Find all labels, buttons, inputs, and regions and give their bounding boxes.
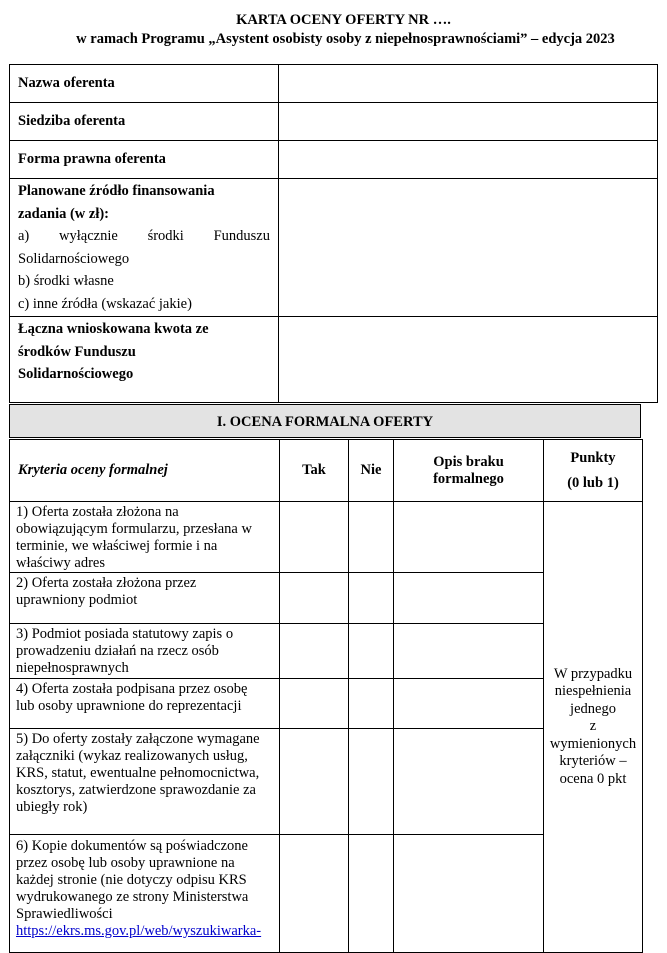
header-kryteria: Kryteria oceny formalnej xyxy=(10,440,280,502)
zrodlo-heading-1: Planowane źródło finansowania xyxy=(18,183,215,199)
criterion-2 xyxy=(10,573,280,624)
criterion-3 xyxy=(10,624,280,679)
zrodlo-option-c: c) inne źródła (wskazać jakie) xyxy=(18,295,192,312)
cell-opis-5[interactable] xyxy=(394,729,544,835)
value-forma-prawna[interactable] xyxy=(279,141,658,179)
label-zrodlo-finansowania xyxy=(10,179,279,317)
table-row xyxy=(10,502,643,573)
criterion-line: prowadzeniu działań na rzecz osób xyxy=(16,643,219,659)
criterion-line: przez osobę lub osoby uprawnione na xyxy=(16,855,235,871)
info-row-siedziba xyxy=(10,103,658,141)
criterion-line: terminie, we właściwej formie i na xyxy=(16,538,218,554)
kwota-line-1: Łączna wnioskowana kwota ze xyxy=(18,321,209,337)
note-line: jednego xyxy=(570,700,616,717)
note-line: niespełnienia xyxy=(554,683,632,700)
criterion-line: załączniki (wykaz realizowanych usług, xyxy=(16,748,248,764)
document-subtitle: w ramach Programu „Asystent osobisty osoby z niepełnosprawnościami” – edycja 2023 xyxy=(76,31,615,47)
cell-tak-1[interactable] xyxy=(280,502,349,573)
cell-tak-3[interactable] xyxy=(280,624,349,679)
criterion-line: 2) Oferta została złożona przez xyxy=(16,575,197,591)
cell-tak-5[interactable] xyxy=(280,729,349,835)
zrodlo-heading-2: zadania (w zł): xyxy=(18,205,110,222)
zrodlo-option-a-cont: Solidarnościowego xyxy=(18,250,130,267)
criterion-1 xyxy=(10,502,280,573)
cell-tak-4[interactable] xyxy=(280,679,349,729)
criterion-6 xyxy=(10,835,280,953)
info-row-forma xyxy=(10,141,658,179)
value-nazwa-oferenta[interactable] xyxy=(279,65,658,103)
criterion-line: każdej stronie (nie dotyczy odpisu KRS xyxy=(16,872,247,888)
criterion-line: kosztorys, zatwierdzone sprawozdanie za xyxy=(16,782,256,798)
label-siedziba-oferenta: Siedziba oferenta xyxy=(10,103,279,141)
header-opis-line-2: formalnego xyxy=(433,470,504,487)
label-nazwa-oferenta: Nazwa oferenta xyxy=(10,65,279,103)
kwota-line-3: Solidarnościowego xyxy=(18,366,134,382)
criterion-5 xyxy=(10,729,280,835)
document-title: KARTA OCENY OFERTY NR …. xyxy=(236,12,451,28)
cell-nie-1[interactable] xyxy=(349,502,394,573)
criterion-line: 5) Do oferty zostały załączone wymagane xyxy=(16,731,260,747)
info-row-zrodlo xyxy=(10,179,658,317)
offer-info-table xyxy=(9,64,658,403)
ekrs-link[interactable]: https://ekrs.ms.gov.pl/web/wyszukiwarka- xyxy=(16,923,262,939)
cell-tak-2[interactable] xyxy=(280,573,349,624)
value-siedziba-oferenta[interactable] xyxy=(279,103,658,141)
criterion-line: niepełnosprawnych xyxy=(16,660,129,676)
criterion-line: 4) Oferta została podpisana przez osobę xyxy=(16,681,248,697)
formal-evaluation-table xyxy=(9,439,643,953)
criterion-line: obowiązującym formularzu, przesłana w xyxy=(16,521,252,537)
header-punkty-line-2: (0 lub 1) xyxy=(567,474,619,491)
info-row-kwota xyxy=(10,317,658,403)
kwota-line-2: środków Funduszu xyxy=(18,343,136,360)
cell-opis-1[interactable] xyxy=(394,502,544,573)
value-zrodlo-finansowania[interactable] xyxy=(279,179,658,317)
cell-tak-6[interactable] xyxy=(280,835,349,953)
criterion-4 xyxy=(10,679,280,729)
punkty-note-cell xyxy=(544,502,643,953)
header-punkty xyxy=(544,440,643,502)
zrodlo-option-b: b) środki własne xyxy=(18,273,114,289)
criterion-line: wydrukowanego ze strony Ministerstwa xyxy=(16,889,249,905)
note-line: ocena 0 pkt xyxy=(559,770,627,787)
value-laczna-kwota[interactable] xyxy=(279,317,658,403)
cell-opis-4[interactable] xyxy=(394,679,544,729)
header-tak: Tak xyxy=(280,440,349,502)
header-opis-line-1: Opis braku xyxy=(433,453,504,470)
criterion-line: ubiegły rok) xyxy=(16,799,88,815)
zrodlo-option-a: a) wyłącznie środki Funduszu xyxy=(18,228,270,244)
criterion-line: lub osoby uprawnione do reprezentacji xyxy=(16,698,242,714)
note-line: kryteriów – xyxy=(559,753,627,770)
criterion-line: uprawniony podmiot xyxy=(16,592,138,608)
criterion-link-line xyxy=(16,923,273,940)
cell-opis-6[interactable] xyxy=(394,835,544,953)
formal-header-row xyxy=(10,440,643,502)
criterion-line: 6) Kopie dokumentów są poświadczone xyxy=(16,838,248,854)
section-title-ocena-formalna: I. OCENA FORMALNA OFERTY xyxy=(9,404,641,438)
label-forma-prawna: Forma prawna oferenta xyxy=(10,141,279,179)
cell-nie-5[interactable] xyxy=(349,729,394,835)
label-laczna-kwota xyxy=(10,317,279,403)
cell-nie-2[interactable] xyxy=(349,573,394,624)
cell-nie-4[interactable] xyxy=(349,679,394,729)
cell-nie-6[interactable] xyxy=(349,835,394,953)
header-punkty-line-1: Punkty xyxy=(570,449,616,466)
cell-opis-2[interactable] xyxy=(394,573,544,624)
criterion-line: KRS, statut, ewentualne pełnomocnictwa, xyxy=(16,765,260,781)
cell-nie-3[interactable] xyxy=(349,624,394,679)
criterion-line: właściwy adres xyxy=(16,555,105,571)
header-nie: Nie xyxy=(349,440,394,502)
note-line: z xyxy=(589,718,597,735)
info-row-nazwa xyxy=(10,65,658,103)
cell-opis-3[interactable] xyxy=(394,624,544,679)
note-line: wymienionych xyxy=(549,735,637,752)
criterion-line: Sprawiedliwości xyxy=(16,906,113,922)
header-opis xyxy=(394,440,544,502)
note-line: W przypadku xyxy=(553,665,633,682)
criterion-line: 1) Oferta została złożona na xyxy=(16,504,179,520)
criterion-line: 3) Podmiot posiada statutowy zapis o xyxy=(16,626,234,642)
